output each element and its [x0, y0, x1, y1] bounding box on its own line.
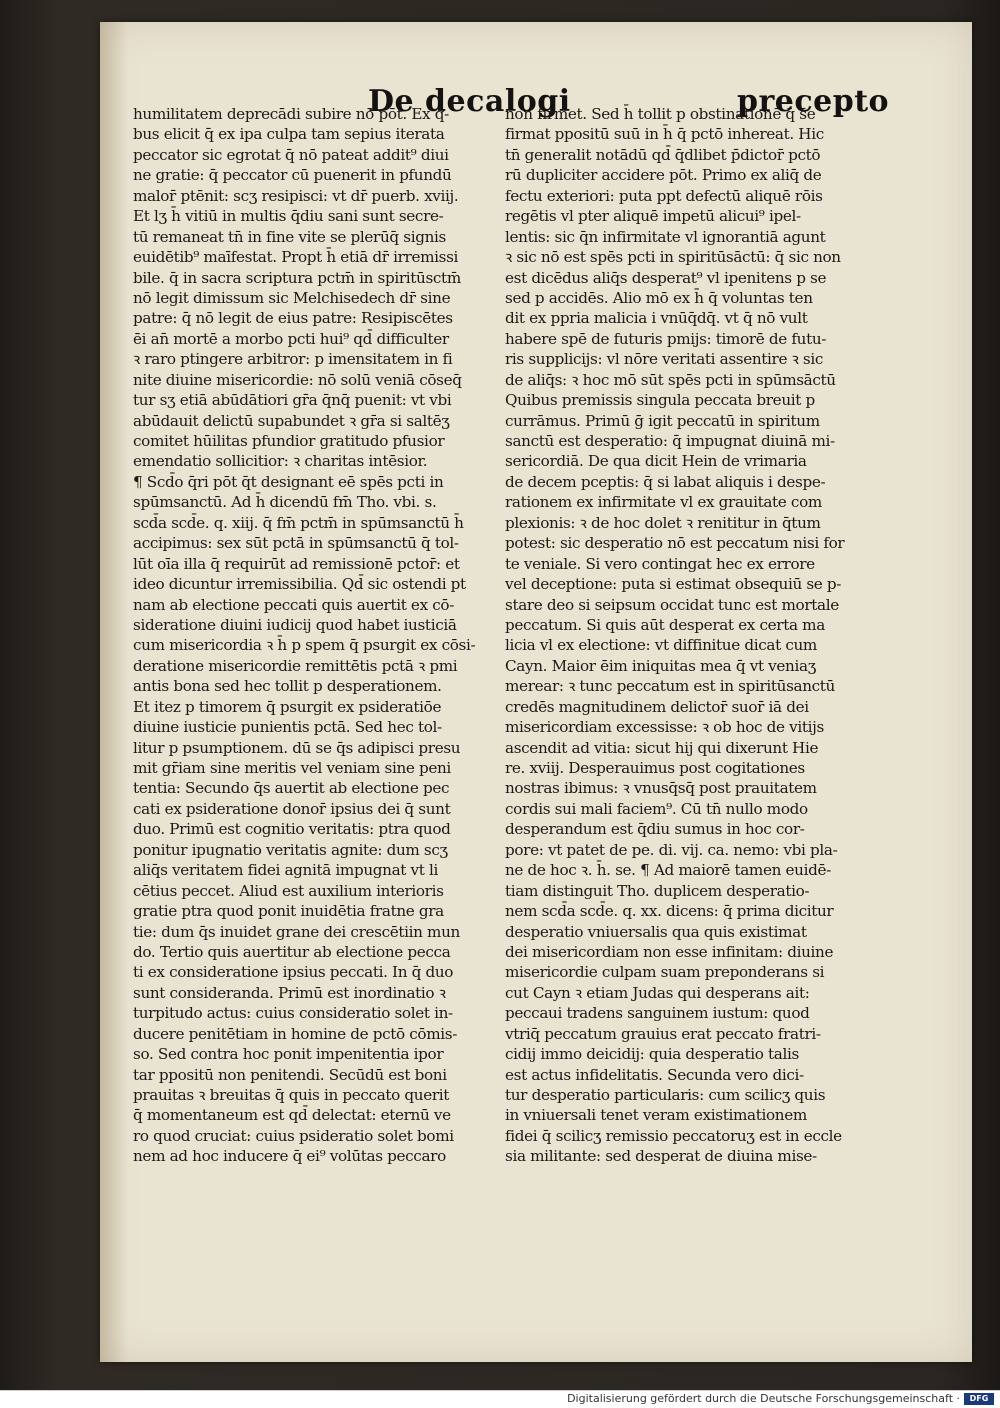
text-line: litur p psumptionem. dū se q̄s adipisci presu — [133, 738, 461, 757]
text-line: Et lʒ h̄ vitiū in multis q̄diu sani sunt secre- — [133, 207, 444, 226]
text-line: q̄ momentaneum est qd̄ delectat: eternū ve — [133, 1106, 451, 1125]
text-line: cētius peccet. Aliud est auxilium interioris — [133, 881, 444, 900]
running-head-right: precepto — [737, 84, 890, 119]
text-line: re. xviij. Desperauimus post cogitationes — [505, 759, 805, 777]
text-line: ducere penitētiam in homine de pctō cōmis- — [133, 1024, 457, 1043]
text-line: nite diuine misericordie: nō solū veniā cōseq̄ — [133, 370, 462, 389]
text-line: ꝛ sic nō est spēs pcti in spiritūsāctū: q̄ sic non — [505, 248, 841, 267]
text-line: nem ad hoc inducere q̄ ei⁹ volūtas peccaro — [133, 1147, 446, 1166]
text-line: accipimus: sex sūt pctā in spūmsanctū q̄ tol- — [133, 534, 459, 553]
text-line: abūdauit delictū supabundet ꝛ gr̄a si saltēʒ — [133, 411, 450, 430]
text-line: in vniuersali tenet veram existimationem — [505, 1106, 807, 1125]
text-line: tn̄ generalit notādū qd̄ q̄dlibet p̄dictor̄ pctō — [505, 145, 821, 164]
text-line: aliq̄s veritatem fidei agnitā impugnat vt li — [133, 861, 438, 880]
text-line: sunt consideranda. Primū est inordinatio ꝛ — [133, 983, 446, 1002]
text-line: Quibus premissis singula peccata breuit p — [505, 391, 815, 410]
text-line: pore: vt patet de pe. di. vij. ca. nemo: vbi pla- — [505, 840, 838, 859]
text-line: lentis: sic q̄n infirmitate vl ignorantiā agunt — [505, 227, 826, 246]
text-line: fectu exteriori: puta ppt defectū aliquē rōis — [505, 186, 823, 205]
text-line: nō legit dimissum sic Melchisedech dr̄ sine — [133, 288, 451, 307]
text-line: ponitur ipugnatio veritatis agnite: dum scʒ — [133, 840, 448, 859]
text-line: emendatio sollicitior: ꝛ charitas intēsior. — [133, 452, 428, 471]
text-line: bus elicit q̄ ex ipa culpa tam sepius iterata — [133, 125, 445, 144]
text-line: turpitudo actus: cuius consideratio solet in- — [133, 1004, 453, 1023]
text-line: tentia: Secundo q̄s auertit ab electione pec — [133, 779, 450, 798]
text-line: humilitatem deprecādi subire nō pōt. Ex q̄- — [133, 105, 449, 123]
text-line: cum misericordia ꝛ h̄ p spem q̄ psurgit ex cōsi- — [133, 636, 476, 655]
text-line: ideo dicuntur irremissibilia. Qd̄ sic ostendi pt — [133, 575, 466, 594]
text-line: habere spē de futuris pmijs: timorē de futu- — [505, 329, 827, 348]
text-line: dit ex ppria malicia i vnūq̄dq̄. vt q̄ nō vult — [505, 309, 808, 328]
text-line: tar ppositū non penitendi. Secūdū est boni — [133, 1065, 447, 1084]
text-line: currāmus. Primū ḡ igit peccatū in spiritum — [505, 411, 820, 430]
text-line: ris supplicijs: vl nōre veritati assentire ꝛ sic — [505, 350, 824, 369]
text-line: prauitas ꝛ breuitas q̄ quis in peccato querit — [133, 1086, 450, 1104]
text-line: cati ex psideratione donor̄ ipsius dei q̄ sunt — [133, 799, 451, 818]
text-line: vtriq̄ peccatum grauius erat peccato fratri- — [505, 1024, 821, 1043]
text-line: non firmet. Sed h̄ tollit p obstinationē q̄ s̄e — [505, 105, 816, 123]
text-line: de aliq̄s: ꝛ hoc mō sūt spēs pcti in spūmsāctū — [505, 370, 836, 389]
text-line: tiam distinguit Tho. duplicem desperatio- — [505, 881, 810, 900]
text-line: rationem ex infirmitate vl ex grauitate com — [505, 493, 822, 512]
text-line: sideratione diuini iudicij quod habet iusticiā — [133, 615, 457, 634]
text-line: ꝛ raro ptingere arbitror: p imensitatem in fi — [133, 350, 453, 369]
text-line: vel deceptione: puta si estimat obsequiū se p- — [505, 575, 842, 594]
text-line: ne gratie: q̄ peccator cū puenerit in pfundū — [133, 166, 452, 185]
text-line: tie: dum q̄s inuidet grane dei crescētiin mun — [133, 922, 460, 941]
text-line: cordis sui mali faciem⁹. Cū tn̄ nullo modo — [505, 799, 808, 818]
text-line: peccatum. Si quis aūt desperat ex certa ma — [505, 615, 825, 634]
text-line: so. Sed contra hoc ponit impenitentia ipor — [133, 1045, 444, 1064]
text-line: sed p accidēs. Alio mō ex h̄ q̄ voluntas ten — [505, 288, 813, 307]
text-line: nem scd̄a scd̄e. q. xx. dicens: q̄ prima dicitur — [505, 902, 834, 921]
text-line: licia vl ex electione: vt diffinitue dicat cum — [505, 636, 817, 655]
running-head-left: De decalogi — [368, 84, 571, 119]
text-line: ti ex consideratione ipsius peccati. In q̄ duo — [133, 963, 454, 982]
text-line: diuine iusticie punientis pctā. Sed hec tol- — [133, 718, 442, 737]
text-line: ne de hoc ꝛ. h̄. se. ¶ Ad maiorē tamen euidē- — [505, 861, 831, 880]
text-line: mit gr̄iam sine meritis vel veniam sine peni — [133, 759, 451, 777]
text-line: duo. Primū est cognitio veritatis: ptra quod — [133, 820, 451, 839]
text-line: credēs magnitudinem delictor̄ suor̄ iā dei — [505, 697, 809, 716]
text-line: lūt oīa illa q̄ requirūt ad remissionē pctor̄: et — [133, 554, 460, 573]
text-line: do. Tertio quis auertitur ab electione pecca — [133, 942, 451, 961]
text-line: patre: q̄ nō legit de eius patre: Resipiscētes — [133, 309, 453, 328]
text-column-right — [505, 104, 857, 1167]
text-line: comitet hūilitas pfundior gratitudo pfusior — [133, 432, 445, 450]
text-line: peccaui tradens sanguinem iustum: quod — [505, 1004, 810, 1023]
text-line: te veniale. Si vero contingat hec ex errore — [505, 554, 815, 573]
text-line: tū remaneat tn̄ in fine vite se plerūq̄ signis — [133, 227, 446, 246]
text-line: scd̄a scd̄e. q. xiij. q̄ fm̄ pctm̄ in spūmsanctū h̄ — [133, 513, 464, 532]
text-line: est actus infidelitatis. Secunda vero dici- — [505, 1065, 804, 1084]
text-line: est dicēdus aliq̄s desperat⁹ vl ipenitens p se — [505, 268, 827, 287]
text-line: rū dupliciter accidere pōt. Primo ex aliq̄ de — [505, 166, 822, 185]
text-line: misericordiam excessisse: ꝛ ob hoc de vitijs — [505, 718, 824, 737]
text-line: ro quod cruciat: cuius psideratio solet bomi — [133, 1126, 454, 1145]
text-line: desperatio vniuersalis qua quis existimat — [505, 922, 807, 941]
text-line: peccator sic egrotat q̄ nō pateat addit⁹ diui — [133, 145, 449, 164]
text-line: malor̄ ptēnit: scʒ resipisci: vt dr̄ puerb. xviij. — [133, 186, 459, 205]
text-line: stare deo si seipsum occidat tunc est mortale — [505, 595, 839, 614]
text-line: tur desperatio particularis: cum scilicʒ quis — [505, 1086, 826, 1104]
text-line: bile. q̄ in sacra scriptura pctm̄ in spiritūsctm̄ — [133, 268, 461, 287]
text-line: sanctū est desperatio: q̄ impugnat diuinā mi- — [505, 432, 835, 450]
text-line: merear: ꝛ tunc peccatum est in spiritūsanctū — [505, 677, 835, 696]
footer-credit: Digitalisierung gefördert durch die Deutsche Forschungsgemeinschaft · — [567, 1392, 960, 1405]
text-line: dei misericordiam non esse infinitam: diuine — [505, 942, 834, 961]
text-line: de decem pceptis: q̄ si labat aliquis i despe- — [505, 472, 826, 491]
text-line: sericordiā. De qua dicit Hein de vrimaria — [505, 452, 807, 471]
text-line: nam ab electione peccati quis auertit ex cō- — [133, 595, 454, 614]
text-line: firmat ppositū suū in h̄ q̄ pctō inhereat. Hic — [505, 125, 824, 144]
text-line: euidētib⁹ maīfestat. Propt h̄ etiā dr̄ irremissi — [133, 248, 459, 267]
text-line: regētis vl pter aliquē impetū alicui⁹ ipel- — [505, 207, 801, 226]
text-line: tur sʒ etiā abūdātiori gr̄a q̄nq̄ puenit: vt vbi — [133, 391, 452, 410]
text-line: fidei q̄ scilicʒ remissio peccatoruʒ est in eccle — [505, 1126, 842, 1145]
text-line: nostras ibimus: ꝛ vnusq̄sq̄ post prauitatem — [505, 779, 817, 798]
text-line: ēi an̄ mortē a morbo pcti hui⁹ qd̄ difficulter — [133, 329, 449, 348]
text-line: Et itez p timorem q̄ psurgit ex psideratiōe — [133, 697, 442, 716]
text-line: cidij immo deicidij: quia desperatio talis — [505, 1045, 799, 1064]
text-line: deratione misericordie remittētis pctā ꝛ pmi — [133, 656, 458, 675]
text-line: sia militante: sed desperat de diuina mise- — [505, 1147, 817, 1166]
text-line: potest: sic desperatio nō est peccatum nisi for — [505, 534, 845, 553]
text-line: cut Cayn ꝛ etiam Judas qui desperans ait: — [505, 983, 810, 1002]
text-line: plexionis: ꝛ de hoc dolet ꝛ renititur in q̄tum — [505, 513, 821, 532]
text-line: desperandum est q̄diu sumus in hoc cor- — [505, 820, 805, 839]
text-line: Cayn. Maior ēim iniquitas mea q̄ vt veniaʒ — [505, 656, 816, 675]
text-line: ascendit ad vitia: sicut hij qui dixerunt Hie — [505, 738, 819, 757]
text-line: misericordie culpam suam preponderans si — [505, 963, 825, 982]
text-line: spūmsanctū. Ad h̄ dicendū fm̄ Tho. vbi. s. — [133, 493, 437, 512]
text-column-left — [133, 104, 485, 1167]
dfg-logo: DFG — [964, 1393, 994, 1405]
text-line: gratie ptra quod ponit inuidētia fratne gra — [133, 902, 444, 921]
footer-bar — [0, 1390, 1000, 1408]
text-line: ¶ Scd̄o q̄ri pōt q̄t designant eē spēs pcti in — [133, 472, 444, 491]
text-line: antis bona sed hec tollit p desperationem. — [133, 677, 442, 696]
